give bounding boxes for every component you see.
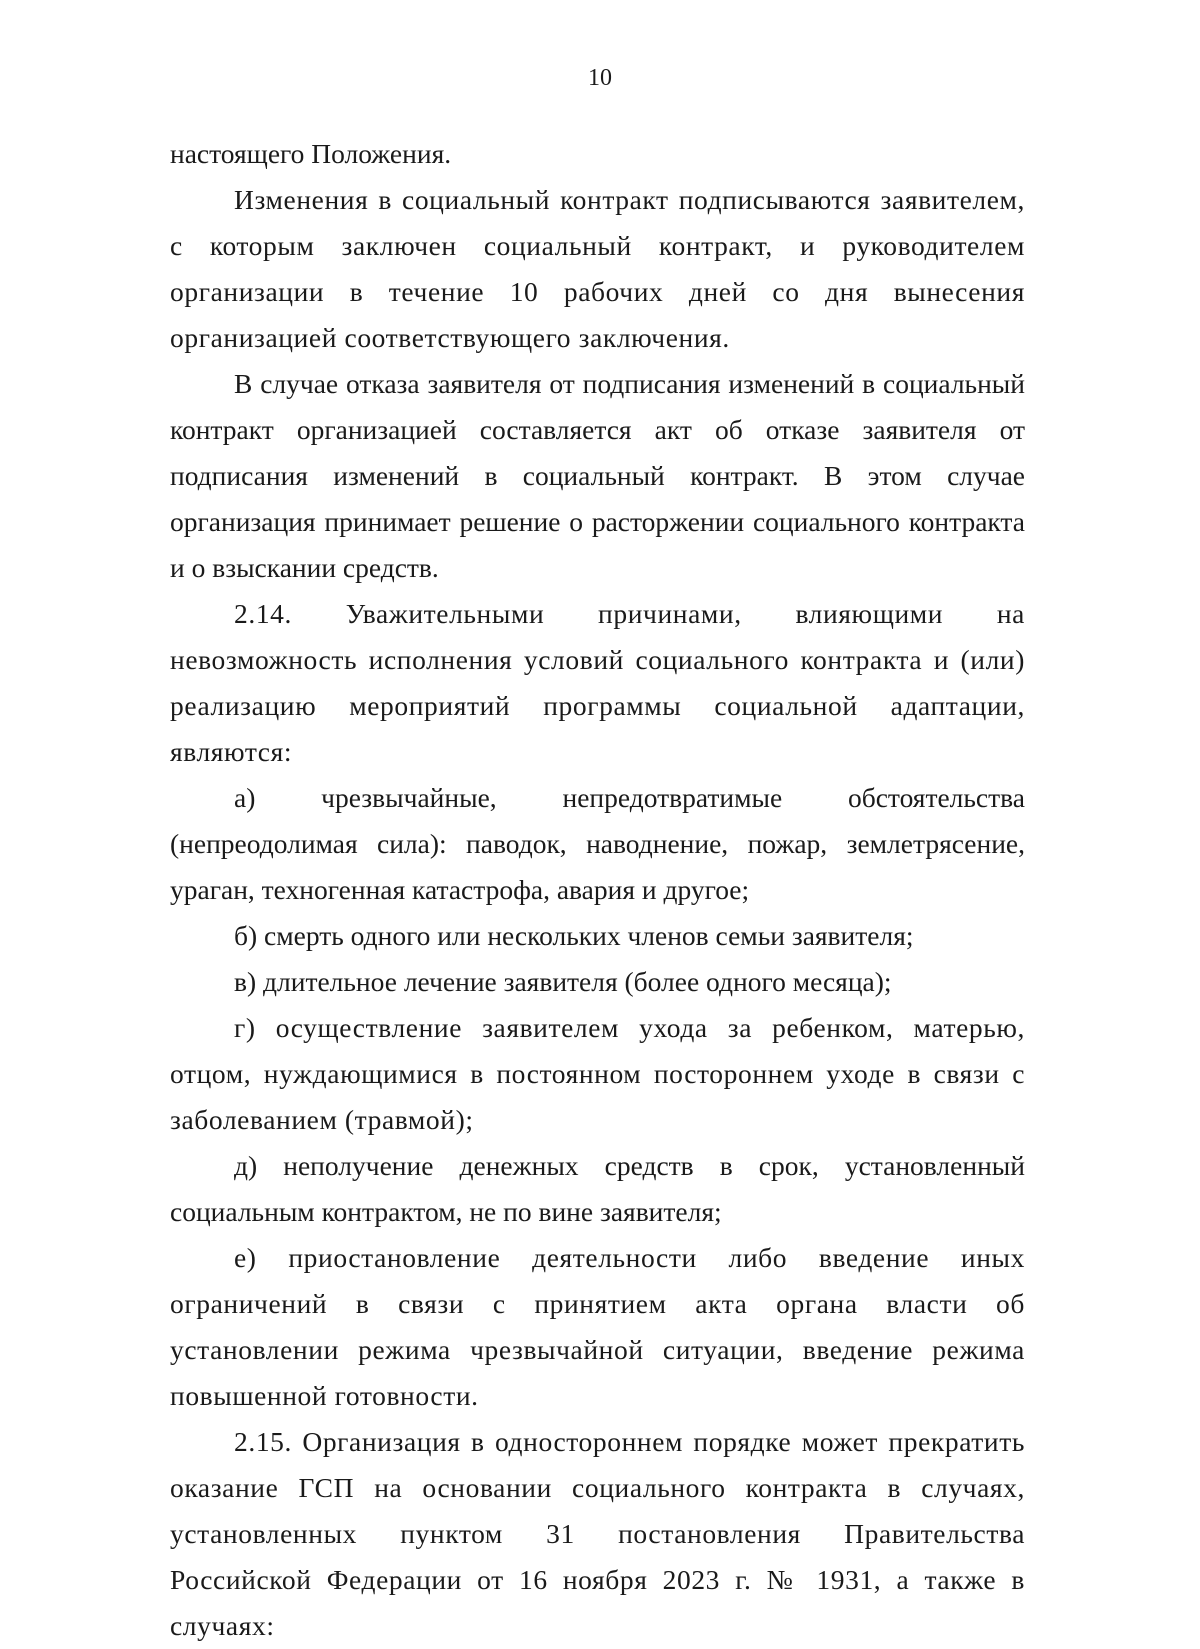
page-number: 10 — [588, 65, 612, 91]
list-item-g: г) осуществление заявителем ухода за ребенком, матерью, отцом, нуждающимися в постоянном постороннем уходе в связи с заболеванием (травмой); — [170, 1012, 1025, 1135]
paragraph-contract-changes: Изменения в социальный контракт подписываются заявителем, с которым заключен социальный контракт, и руководителем организации в течение 10 рабочих дней со дня вынесения организацией соответствующего заключения. — [170, 184, 1025, 353]
document-body — [170, 131, 1025, 1649]
list-item-e: е) приостановление деятельности либо введение иных ограничений в связи с принятием акта органа власти об установлении режима чрезвычайной ситуации, введение режима повышенной готовности. — [170, 1242, 1025, 1411]
paragraph-2-15: 2.15. Организация в одностороннем порядке может прекратить оказание ГСП на основании социального контракта в случаях, установленных пунктом 31 постановления Правительства Российской Федерации от 16 ноября 2023 г. № 1931, а также в случаях: — [170, 1426, 1025, 1641]
list-item-d: д) неполучение денежных средств в срок, установленный социальным контрактом, не по вине заявителя; — [170, 1150, 1025, 1227]
paragraph-continuation: настоящего Положения. — [170, 138, 452, 169]
list-item-a: а) чрезвычайные, непредотвратимые обстоятельства (непреодолимая сила): паводок, наводнение, пожар, землетрясение, ураган, техногенная катастрофа, авария и другое; — [170, 782, 1025, 905]
list-item-v: в) длительное лечение заявителя (более одного месяца); — [234, 966, 892, 997]
list-item-b: б) смерть одного или нескольких членов семьи заявителя; — [234, 920, 914, 951]
paragraph-refusal: В случае отказа заявителя от подписания изменений в социальный контракт организацией составляется акт об отказе заявителя от подписания изменений в социальный контракт. В этом случае организация принимает решение о расторжении социального контракта и о взыскании средств. — [170, 368, 1025, 583]
paragraph-2-14: 2.14. Уважительными причинами, влияющими на невозможность исполнения условий социального контракта и (или) реализацию мероприятий программы социальной адаптации, являются: — [170, 598, 1025, 767]
